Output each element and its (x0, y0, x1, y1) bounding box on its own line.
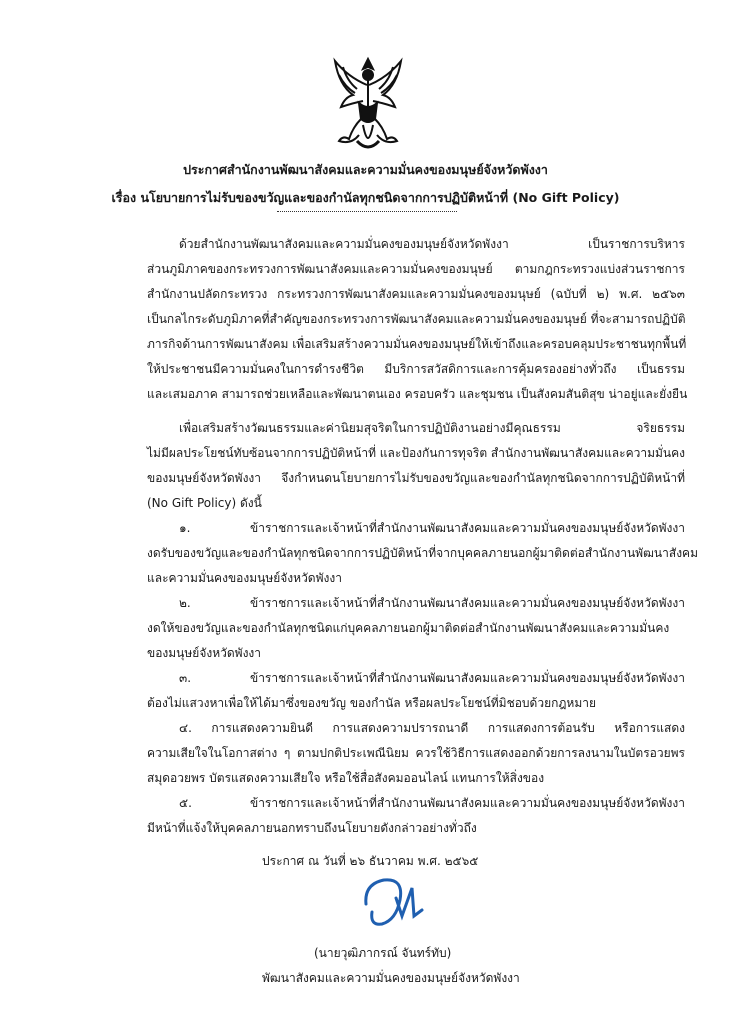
paragraph-line: ภารกิจด้านการพัฒนาสังคม เพื่อเสริมสร้างความมั่นคงของมนุษย์ให้เข้าถึงและครอบคลุมประชาชนทุกพื้นที่ (147, 337, 687, 351)
paragraph-line: สำนักงานปลัดกระทรวง กระทรวงการพัฒนาสังคมและความมั่นคงของมนุษย์ (ฉบับที่ ๒) พ.ศ. ๒๕๖๓ (147, 287, 685, 301)
paragraph-line: ต้องไม่แสวงหาเพื่อให้ได้มาซึ่งของขวัญ ของกำนัล หรือผลประโยชน์ที่มิชอบด้วยกฎหมาย (147, 696, 597, 710)
paragraph-line: งดให้ของขวัญและของกำนัลทุกชนิดแก่บุคคลภายนอกผู้มาติดต่อสำนักงานพัฒนาสังคมและความมั่นคง (147, 621, 670, 635)
garuda-emblem-icon (323, 55, 413, 155)
paragraph-line: มีหน้าที่แจ้งให้บุคคลภายนอกทราบถึงนโยบายดังกล่าวอย่างทั่วถึง (147, 821, 477, 835)
policy-item-2: ๒. ข้าราชการและเจ้าหน้าที่สำนักงานพัฒนาสังคมและความมั่นคงของมนุษย์จังหวัดพังงา (179, 596, 685, 610)
announcement-subject: เรื่อง นโยบายการไม่รับของขวัญและของกำนัลทุกชนิดจากการปฏิบัติหน้าที่ (No Gift Policy) (111, 190, 620, 205)
announcement-heading: ประกาศสำนักงานพัฒนาสังคมและความมั่นคงของมนุษย์จังหวัดพังงา (183, 162, 548, 177)
paragraph-line: สมุดอวยพร บัตรแสดงความเสียใจ หรือใช้สื่อสังคมออนไลน์ แทนการให้สิ่งของ (147, 771, 545, 785)
policy-item-5: ๕. ข้าราชการและเจ้าหน้าที่สำนักงานพัฒนาสังคมและความมั่นคงของมนุษย์จังหวัดพังงา (179, 796, 685, 810)
paragraph-line: ไม่มีผลประโยชน์ทับซ้อนจากการปฏิบัติหน้าที่ และป้องกันการทุจริต สำนักงานพัฒนาสังคมและความมั่นคง (147, 446, 686, 460)
paragraph-line: ความเสียใจในโอกาสต่าง ๆ ตามปกติประเพณีนิยม ควรใช้วิธีการแสดงออกด้วยการลงนามในบัตรอวยพร (147, 746, 685, 760)
paragraph-line: ส่วนภูมิภาคของกระทรวงการพัฒนาสังคมและความมั่นคงของมนุษย์ ตามกฎกระทรวงแบ่งส่วนราชการ (147, 262, 685, 276)
paragraph-line: เพื่อเสริมสร้างวัฒนธรรมและค่านิยมสุจริตในการปฏิบัติงานอย่างมีคุณธรรม จริยธรรม (179, 421, 685, 435)
signature-icon (360, 870, 430, 930)
dotted-divider (277, 210, 457, 212)
paragraph-line: และเสมอภาค สามารถช่วยเหลือและพัฒนาตนเอง ครอบครัว และชุมชน เป็นสังคมสันติสุข น่าอยู่และยั่งยืน (147, 387, 688, 401)
paragraph-line: และความมั่นคงของมนุษย์จังหวัดพังงา (147, 571, 342, 585)
paragraph-line: ด้วยสำนักงานพัฒนาสังคมและความมั่นคงของมนุษย์จังหวัดพังงา เป็นราชการบริหาร (179, 237, 685, 251)
paragraph-line: ให้ประชาชนมีความมั่นคงในการดำรงชีวิต มีบริการสวัสดิการและการคุ้มครองอย่างทั่วถึง เป็นธรรม (147, 362, 685, 376)
paragraph-line: (No Gift Policy) ดังนี้ (147, 496, 262, 510)
policy-item-1: ๑. ข้าราชการและเจ้าหน้าที่สำนักงานพัฒนาสังคมและความมั่นคงของมนุษย์จังหวัดพังงา (179, 521, 685, 535)
signatory-name: (นายวุฒิภากรณ์ จันทร์ทับ) (314, 946, 452, 960)
paragraph-line: งดรับของขวัญและของกำนัลทุกชนิดจากการปฏิบัติหน้าที่จากบุคคลภายนอกผู้มาติดต่อสำนักงานพัฒนาสังคม (147, 546, 698, 560)
paragraph-line: ของมนุษย์จังหวัดพังงา (147, 646, 262, 660)
paragraph-line: เป็นกลไกระดับภูมิภาคที่สำคัญของกระทรวงการพัฒนาสังคมและความมั่นคงของมนุษย์ ที่จะสามารถปฏิบัติ (147, 312, 686, 326)
policy-item-3: ๓. ข้าราชการและเจ้าหน้าที่สำนักงานพัฒนาสังคมและความมั่นคงของมนุษย์จังหวัดพังงา (179, 671, 685, 685)
signatory-title: พัฒนาสังคมและความมั่นคงของมนุษย์จังหวัดพังงา (262, 971, 520, 985)
announcement-date: ประกาศ ณ วันที่ ๒๖ ธันวาคม พ.ศ. ๒๕๖๕ (262, 854, 479, 868)
policy-item-4: ๔. การแสดงความยินดี การแสดงความปรารถนาดี การแสดงการต้อนรับ หรือการแสดง (179, 721, 685, 735)
paragraph-line: ของมนุษย์จังหวัดพังงา จึงกำหนดนโยบายการไม่รับของขวัญและของกำนัลทุกชนิดจากการปฏิบัติหน้าที่ (147, 471, 685, 485)
